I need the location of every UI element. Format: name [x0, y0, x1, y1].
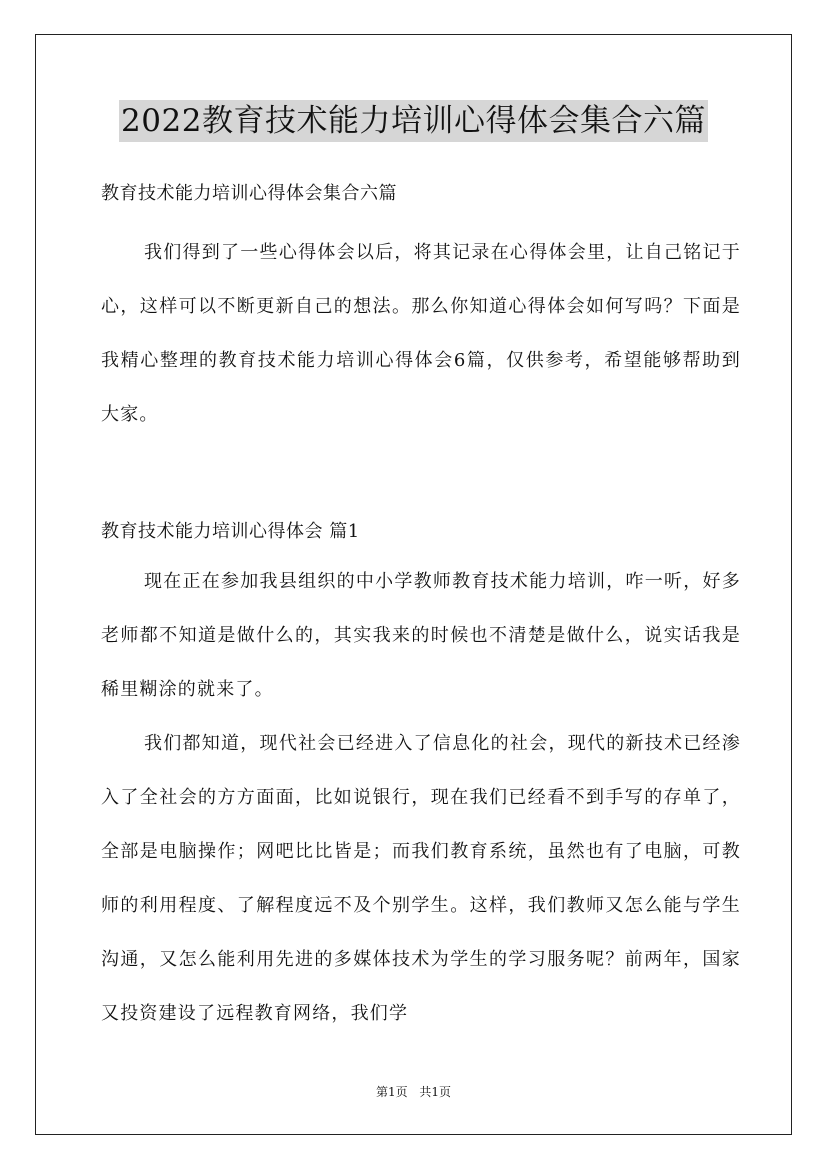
page-total: 共1页	[419, 1085, 452, 1099]
intro-paragraph: 我们得到了一些心得体会以后，将其记录在心得体会里，让自己铭记于心，这样可以不断更新自己的想法。那么你知道心得体会如何写吗？下面是我精心整理的教育技术能力培训心得体会6篇，仅供参考，希望能够帮助到大家。	[101, 242, 741, 425]
body-paragraph-1: 现在正在参加我县组织的中小学教师教育技术能力培训，咋一听，好多老师都不知道是做什么的，其实我来的时候也不清楚是做什么，说实话我是稀里糊涂的就来了。	[101, 571, 741, 700]
document-body	[101, 174, 741, 1041]
title-container	[0, 100, 827, 142]
section-heading: 教育技术能力培训心得体会 篇1	[101, 521, 360, 542]
page-number: 第1页	[375, 1085, 408, 1099]
body-paragraph-2: 我们都知道，现代社会已经进入了信息化的社会，现代的新技术已经渗入了全社会的方方面面，比如说银行，现在我们已经看不到手写的存单了，全部是电脑操作；网吧比比皆是；而我们教育系统，虽然也有了电脑，可教师的利用程度、了解程度远不及个别学生。这样，我们教师又怎么能与学生沟通，又怎么能利用先进的多媒体技术为学生的学习服务呢？前两年，国家又投资建设了远程教育网络，我们学	[101, 733, 741, 1024]
document-title: 2022教育技术能力培训心得体会集合六篇	[119, 100, 708, 142]
document-subtitle: 教育技术能力培训心得体会集合六篇	[101, 183, 397, 204]
page-footer	[0, 1084, 827, 1100]
